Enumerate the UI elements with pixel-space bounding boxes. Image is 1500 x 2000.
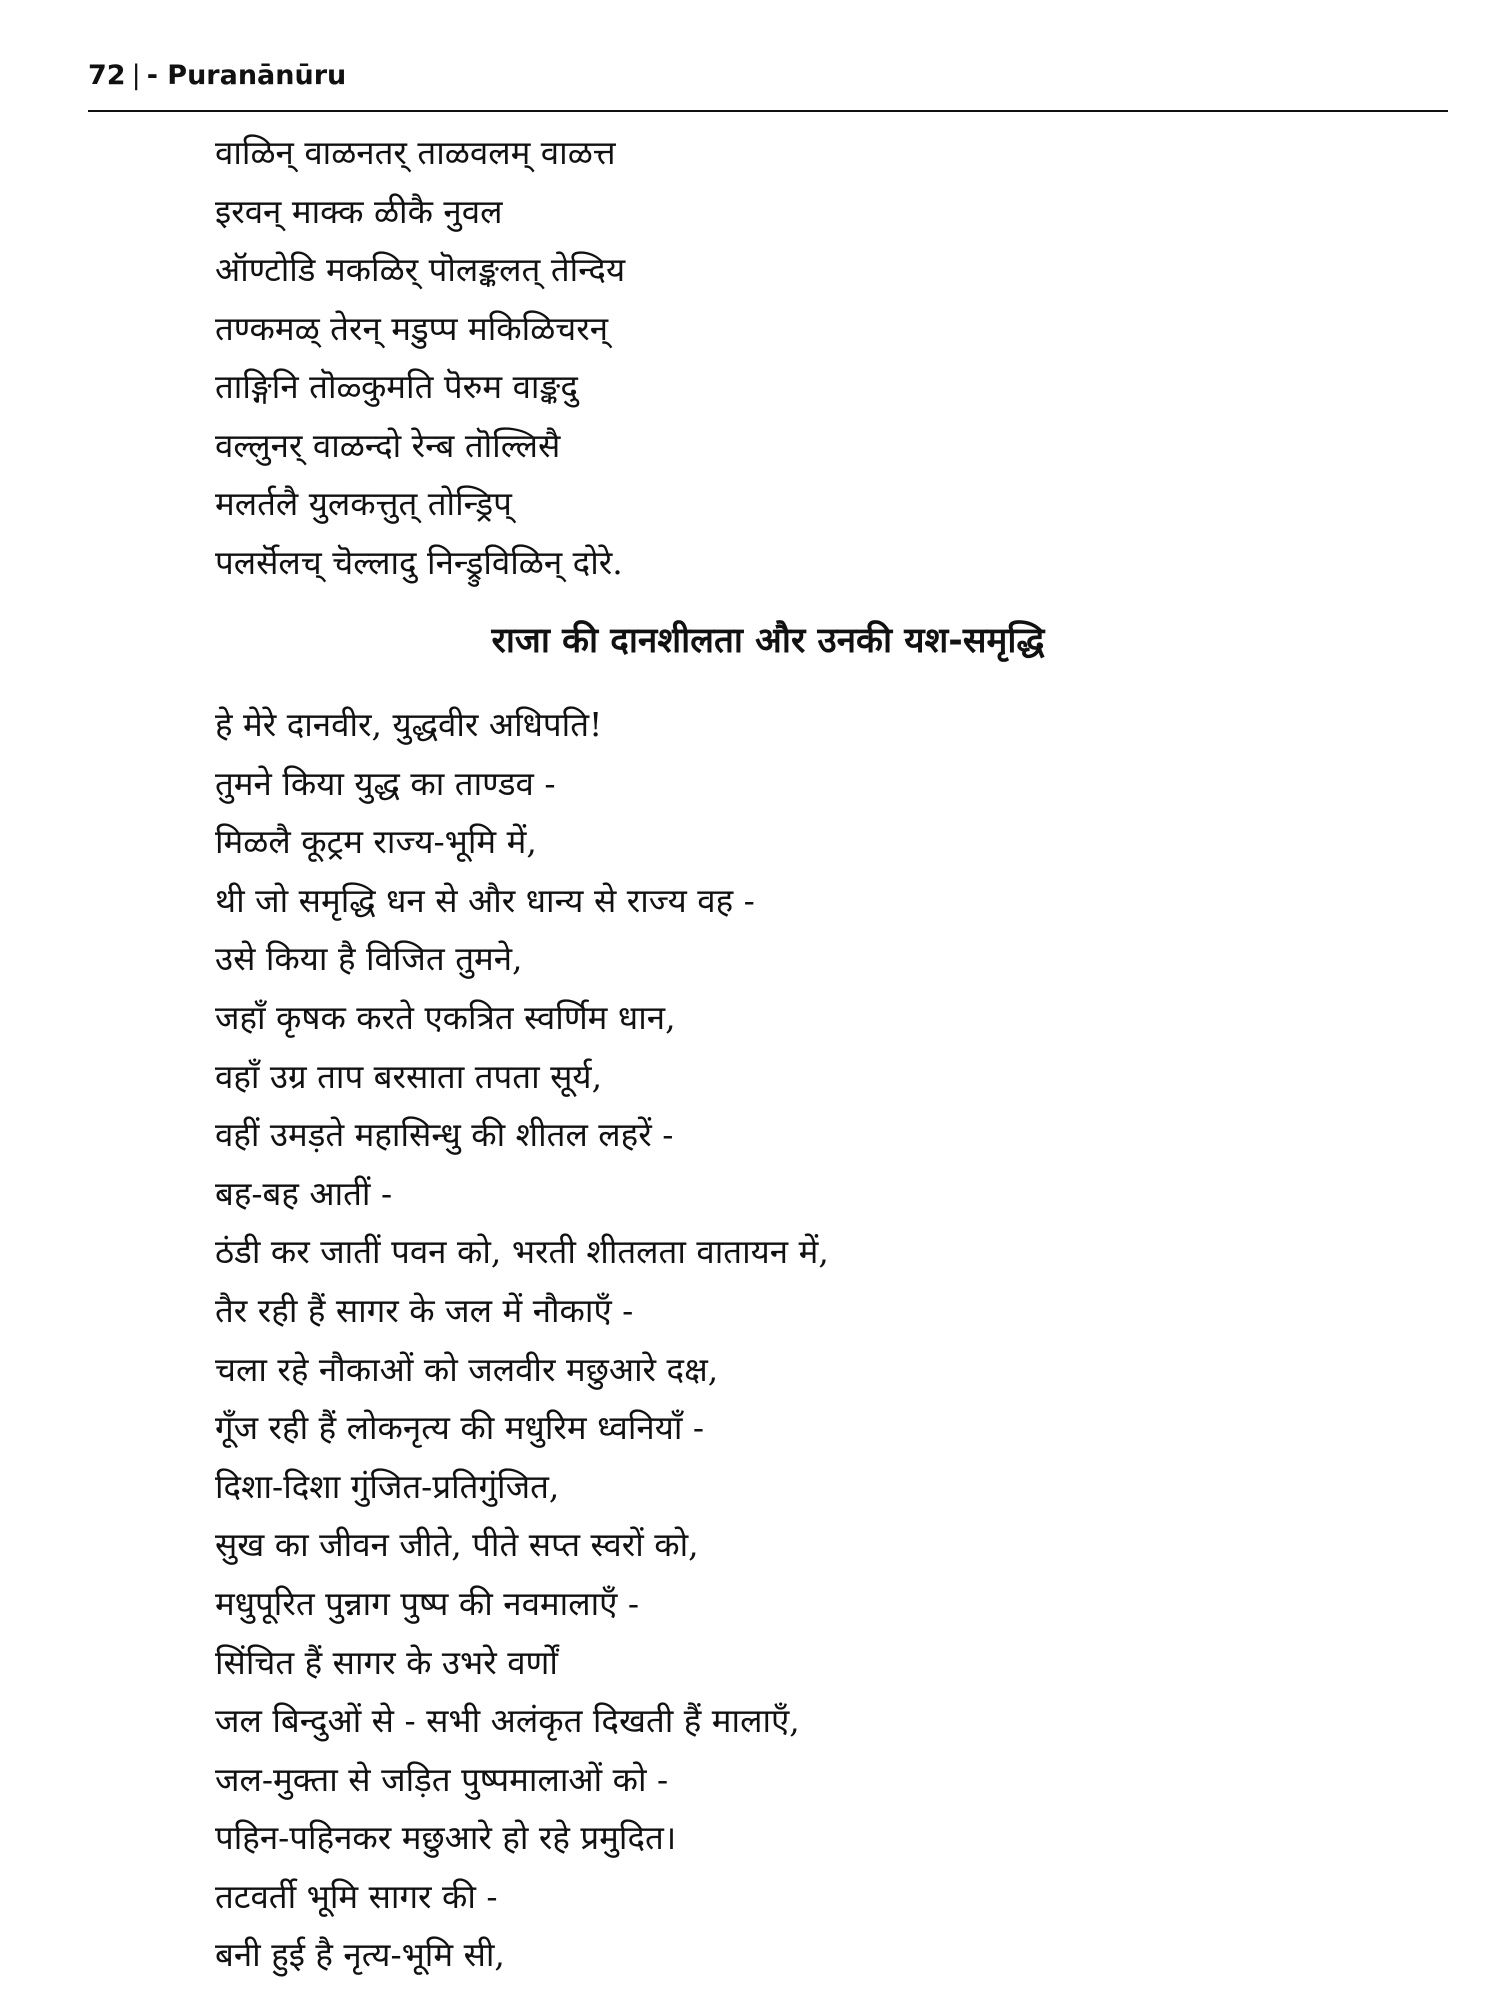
verse-line: वाळिन् वाळनतर् ताळवलम् वाळत्त	[215, 133, 616, 172]
verse-line: इरवन् माक्क ळीकै नुवल	[215, 191, 503, 231]
verse-line: तण्कमळ् तेरन् मडुप्प मकिळिचरन्	[215, 308, 609, 348]
poem-line: चला रहे नौकाओं को जलवीर मछुआरे दक्ष,	[215, 1349, 719, 1389]
poem-line: जहाँ कृषक करते एकत्रित स्वर्णिम धान,	[215, 997, 676, 1037]
verse-line: वल्लुनर् वाळन्दो रेन्ब तॊल्लिसै	[215, 425, 561, 465]
poem-line: गूँज रही हैं लोकनृत्य की मधुरिम ध्वनियाँ -	[215, 1408, 705, 1448]
poem-line: तुमने किया युद्ध का ताण्डव -	[215, 763, 556, 803]
poem-line: मिळलै कूट्रम राज्य-भूमि में,	[215, 822, 537, 862]
verse-line: ऑण्टोडि मकळिर् पॊलङ्कलत् तेन्दिय	[215, 250, 626, 289]
poem-line: तटवर्ती भूमि सागर की -	[215, 1876, 498, 1916]
poem-line: सुख का जीवन जीते, पीते सप्त स्वरों को,	[215, 1525, 699, 1565]
poem-line: बह-बह आतीं -	[215, 1173, 393, 1213]
poem-line: हे मेरे दानवीर, युद्धवीर अधिपति!	[215, 705, 603, 744]
poem-line: वहाँ उग्र ताप बरसाता तपता सूर्य,	[215, 1056, 603, 1096]
poem-line: बनी हुई है नृत्य-भूमि सी,	[215, 1935, 505, 1975]
page-number: 72	[88, 60, 126, 91]
poem-line: ठंडी कर जातीं पवन को, भरती शीतलता वातायन में,	[215, 1232, 829, 1272]
header-separator: |	[131, 60, 141, 91]
poem-line: जल बिन्दुओं से - सभी अलंकृत दिखती हैं मालाएँ,	[215, 1701, 800, 1741]
poem-line: उसे किया है विजित तुमने,	[215, 939, 523, 979]
book-title: - Puranānūru	[146, 60, 347, 91]
tamil-verse-block	[215, 124, 1395, 592]
poem-line: मधुपूरित पुन्नाग पुष्प की नवमालाएँ -	[215, 1583, 640, 1623]
poem-line: दिशा-दिशा गुंजित-प्रतिगुंजित,	[215, 1466, 560, 1506]
verse-line: पलर्सॆलच् चॆल्लादु निन्ड्रुविळिन् दोरे.	[215, 542, 623, 582]
poem-line: थी जो समृद्धि धन से और धान्य से राज्य वह -	[215, 880, 755, 920]
page-header	[88, 58, 1448, 94]
poem-line: जल-मुक्ता से जड़ित पुष्पमालाओं को -	[215, 1759, 669, 1799]
poem-line: वहीं उमड़ते महासिन्धु की शीतल लहरें -	[215, 1115, 674, 1155]
verse-line: ताङ्गिनि तॊळ्कुमति पॆरुम वाङ्कदु	[215, 367, 578, 406]
poem-line: पहिन-पहिनकर मछुआरे हो रहे प्रमुदित।	[215, 1818, 677, 1858]
section-heading: राजा की दानशीलता और उनकी यश-समृद्धि	[491, 621, 1045, 661]
verse-line: मलर्तलै युलकत्तुत् तोन्ड्रिप्	[215, 484, 512, 523]
header-rule	[88, 110, 1448, 112]
hindi-poem-block	[215, 696, 1415, 1985]
poem-line: सिंचित हैं सागर के उभरे वर्णों	[215, 1642, 558, 1682]
poem-line: तैर रही हैं सागर के जल में नौकाएँ -	[215, 1290, 634, 1330]
